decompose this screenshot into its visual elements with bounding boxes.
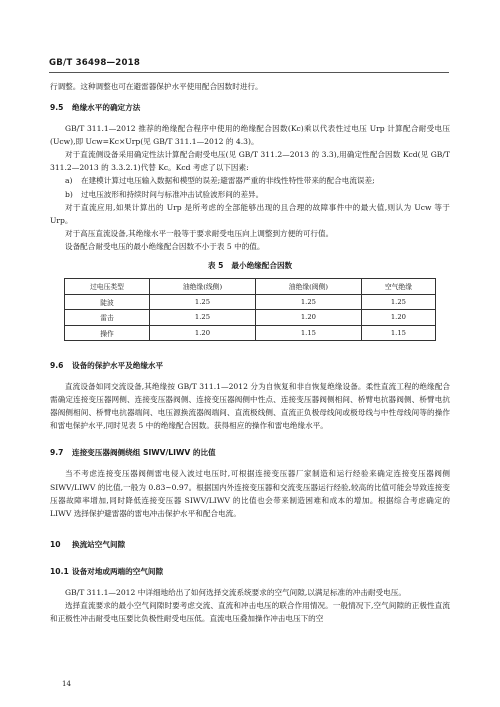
section-heading-10-1 — [50, 565, 450, 578]
section-number: 9.6 — [50, 361, 64, 371]
insulation-coordination-table — [64, 278, 436, 341]
section-title: 换流站空气间隙 — [72, 539, 126, 549]
section-heading-10 — [50, 538, 450, 551]
continued-paragraph: 行调整。这种调整也可在避雷器保护水平使用配合因数时进行。 — [50, 82, 263, 91]
table-cell: 1.20 — [150, 325, 256, 341]
list-item — [50, 174, 450, 187]
table-header-cell: 油绝缘(阀侧) — [255, 279, 361, 295]
table-cell: 陡波 — [65, 294, 150, 310]
list-item — [50, 188, 450, 201]
table-number: 表 5 — [207, 261, 224, 271]
section-title: 设备的保护水平及绝缘水平 — [72, 361, 164, 371]
section-title: 设备对地或两端的空气间隙 — [72, 566, 164, 576]
table-row — [65, 325, 436, 341]
section-number: 9.7 — [50, 448, 64, 458]
section-title: 绝缘水平的确定方法 — [72, 103, 141, 113]
paragraph: 对于高压直流设备,其绝缘水平一般等于要求耐受电压向上调整到方便的可行值。 — [65, 228, 334, 238]
paragraph: 设备配合耐受电压的最小绝缘配合因数不小于表 5 中的值。 — [65, 241, 265, 251]
paragraph: 对于直流应用,如果计算出的 Urp 是所考虑的全部能够出现的且合理的故障事件中的最大值,则认为 Ucw 等于 Urp。 — [50, 202, 450, 225]
paragraph: GB/T 311.1—2012 推荐的绝缘配合程序中使用的绝缘配合因数(Kc)乘以代表性过电压 Urp 计算配合耐受电压(Ucw),即 Ucw=Kc×Urp(见 GB/T 311.1—2012 的 4.3)。 — [50, 124, 450, 147]
table-cell: 操作 — [65, 325, 150, 341]
table-header-row — [65, 279, 436, 295]
header-divider — [49, 72, 449, 73]
paragraph: 对于直流侧设备采用确定性法计算配合耐受电压(见 GB/T 311.2—2013 的 3.3),用确定性配合因数 Kcd(见 GB/T 311.2—2013 的 3.3.2.1)代替 Kc。Kcd 考虑了以下因素: — [50, 150, 450, 173]
standard-number-header: GB/T 36498—2018 — [49, 58, 141, 68]
section-heading-9-7 — [50, 446, 450, 459]
table-header-cell: 过电压类型 — [65, 279, 150, 295]
table-cell: 1.15 — [361, 325, 435, 341]
list-text: 过电压波形和持续时间与标准冲击试验波形间的差异。 — [81, 189, 264, 199]
table-title: 最小绝缘配合因数 — [231, 261, 293, 271]
section-heading-9-5 — [50, 101, 450, 114]
table-cell: 1.25 — [255, 294, 361, 310]
table-cell: 1.25 — [150, 310, 256, 326]
section-heading-9-6 — [50, 359, 450, 372]
paragraph: 选择直流要求的最小空气间隙时要考虑交流、直流和冲击电压的联合作用情况。一般情况下,空气间隙的正极性直流和正极性冲击耐受电压要比负极性耐受电压低。直流电压叠加操作冲击电压下的空 — [50, 600, 450, 623]
section-number: 10 — [50, 539, 61, 549]
paragraph: 当不考虑连接变压器阀侧雷电侵入波过电压时,可根据连接变压器厂家制造和运行经验来确定连接变压器阀侧 SIWV/LIWV 的比值,一般为 0.83~0.97。根据国内外连接变压器和交流变压器运行经验,较高的比值可能会导致连接变压器故障率增加,同时降低连接变压器 SIWV/LIWV 的比值也会带来制造困难和成本的增加。根据综合考虑确定的 LIWV 选择保护避雷器的雷电冲击保护水平和配合电流。 — [50, 469, 450, 518]
table-header-cell: 油绝缘(线侧) — [150, 279, 256, 295]
section-number: 10.1 — [50, 566, 69, 576]
section-number: 9.5 — [50, 103, 64, 113]
paragraph: GB/T 311.1—2012 中详细地给出了如何选择交流系统要求的空气间隙,以满足标准的冲击耐受电压。 — [65, 587, 406, 597]
table-cell: 1.20 — [255, 310, 361, 326]
table-row — [65, 310, 436, 326]
page-number: 14 — [62, 680, 71, 688]
table-cell: 1.15 — [255, 325, 361, 341]
table-cell: 雷击 — [65, 310, 150, 326]
list-text: 在建模计算过电压输入数据和模型的误差;避雷器严重的非线性特性带来的配合电流误差; — [81, 176, 375, 186]
table-cell: 1.25 — [150, 294, 256, 310]
table-header-cell: 空气绝缘 — [361, 279, 435, 295]
list-label: b) — [65, 189, 73, 199]
page-content — [50, 80, 450, 625]
section-title: 连接变压器阀侧绕组 SIWV/LIWV 的比值 — [72, 448, 216, 458]
paragraph: 直流设备如同交流设备,其绝缘按 GB/T 311.1—2012 分为自恢复和非自恢复绝缘设备。柔性直流工程的绝缘配合需确定连接变压器网侧、连接变压器阀侧、连接变压器阀侧中性点、连接变压器阀侧相间、桥臂电抗器阀侧、桥臂电抗器阀侧相间、桥臂电抗器端间、电压源换流器阀端间、直流极线侧、直流正负极母线间或极母线与中性母线间等的操作和雷电保护水平,同时见表 5 中的绝缘配合因数。获得相应的操作和雷电绝缘水平。 — [50, 382, 450, 431]
table-cell: 1.25 — [361, 294, 435, 310]
table-caption — [50, 259, 450, 272]
table-cell: 1.20 — [361, 310, 435, 326]
list-label: a) — [65, 176, 73, 186]
table-row — [65, 294, 436, 310]
